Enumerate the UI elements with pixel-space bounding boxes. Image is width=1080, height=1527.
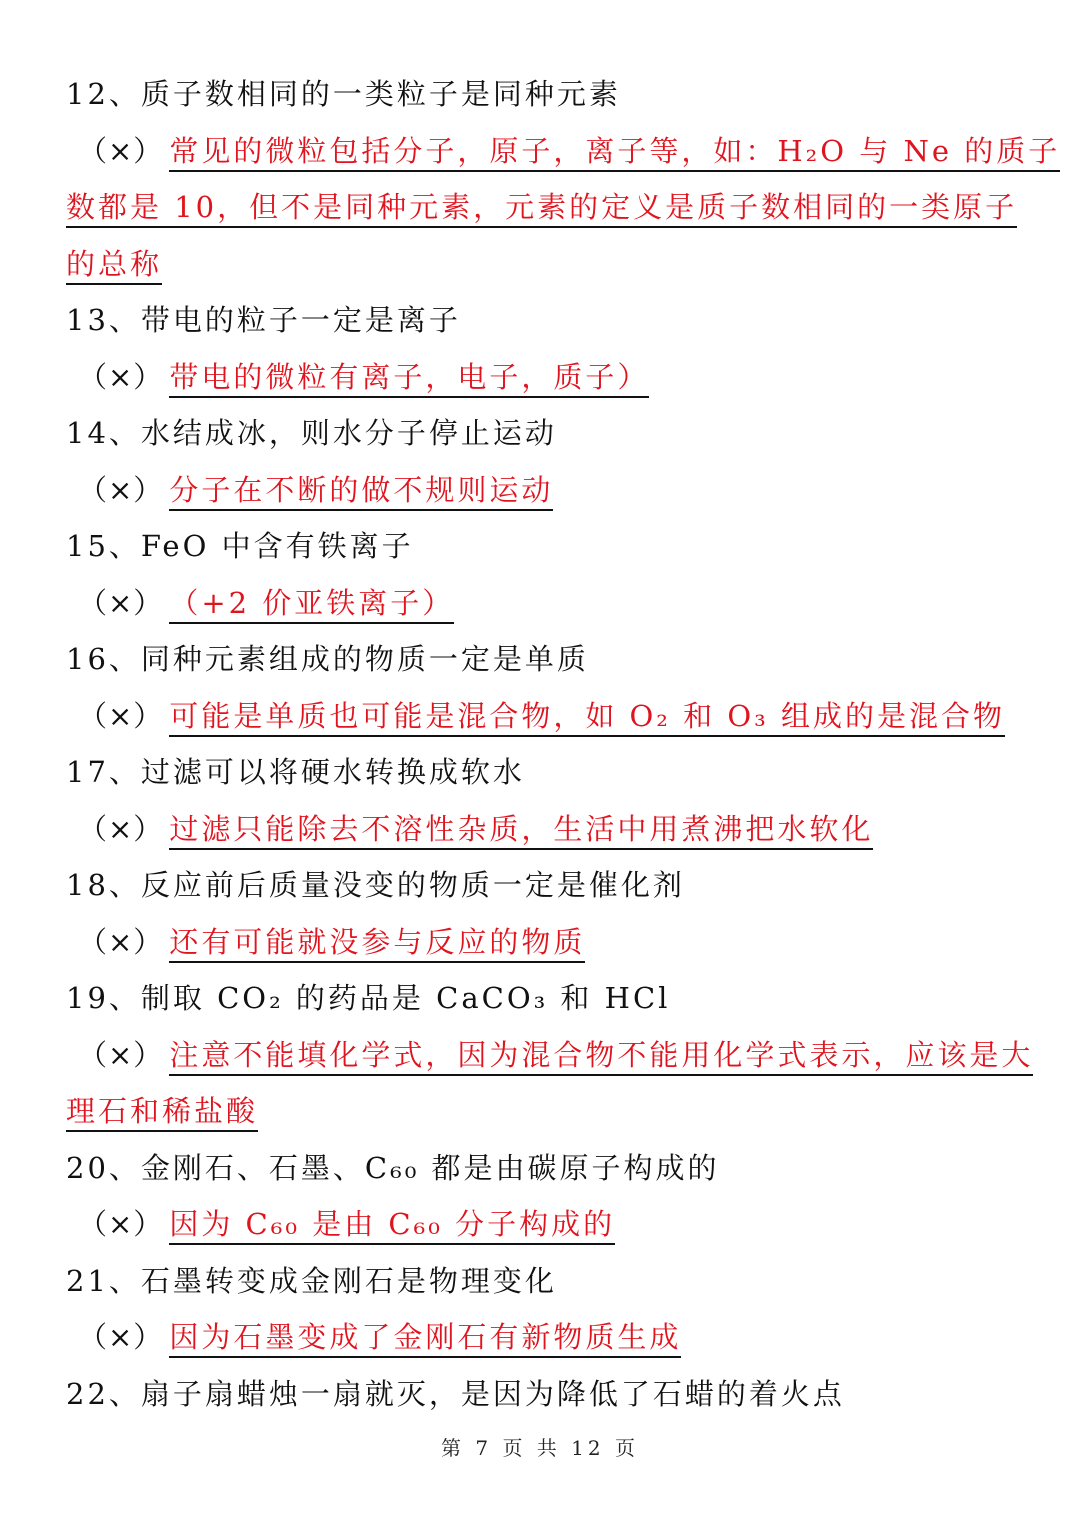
question-line: 16、同种元素组成的物质一定是单质: [66, 642, 589, 676]
answer-explanation: 因为 C₆₀ 是由 C₆₀ 分子构成的: [169, 1207, 615, 1245]
answer-explanation: 还有可能就没参与反应的物质: [169, 925, 585, 963]
answer-line: [78, 1204, 1040, 1244]
answer-explanation: 过滤只能除去不溶性杂质，生活中用煮沸把水软化: [169, 812, 873, 850]
wrong-mark: （×）: [78, 1037, 164, 1072]
answer-explanation: 注意不能填化学式，因为混合物不能用化学式表示，应该是大: [169, 1038, 1033, 1076]
answer-line: [78, 470, 1040, 510]
answer-explanation: 常见的微粒包括分子，原子，离子等，如：H₂O 与 Ne 的质子: [169, 134, 1060, 172]
answer-explanation: 带电的微粒有离子，电子，质子）: [169, 360, 649, 398]
wrong-mark: （×）: [78, 698, 164, 733]
wrong-mark: （×）: [78, 133, 164, 168]
answer-explanation: 分子在不断的做不规则运动: [169, 473, 553, 511]
page-footer: 第 7 页 共 12 页: [441, 1436, 639, 1460]
answer-explanation: 的总称: [66, 247, 162, 285]
answer-line: [78, 922, 1040, 962]
answer-line: [78, 1317, 1040, 1357]
question-line: 15、FeO 中含有铁离子: [66, 529, 414, 563]
answer-explanation: （+2 价亚铁离子）: [169, 586, 454, 624]
answer-explanation: 因为石墨变成了金刚石有新物质生成: [169, 1320, 681, 1358]
question-line: 21、石墨转变成金刚石是物理变化: [66, 1263, 557, 1298]
answer-continuation-line: [66, 244, 1040, 284]
answer-line: [78, 696, 1040, 736]
question-line: 12、质子数相同的一类粒子是同种元素: [66, 77, 621, 111]
wrong-mark: （×）: [78, 585, 164, 620]
answer-line: [78, 131, 1061, 171]
question-line: 17、过滤可以将硬水转换成软水: [66, 755, 525, 789]
answer-explanation: 数都是 10，但不是同种元素，元素的定义是质子数相同的一类原子: [66, 190, 1017, 228]
question-line: 13、带电的粒子一定是离子: [66, 303, 461, 337]
answer-explanation: 可能是单质也可能是混合物，如 O₂ 和 O₃ 组成的是混合物: [169, 699, 1005, 737]
question-line: 19、制取 CO₂ 的药品是 CaCO₃ 和 HCl: [66, 981, 671, 1015]
wrong-mark: （×）: [78, 811, 164, 846]
answer-line: [78, 1035, 1040, 1075]
wrong-mark: （×）: [78, 1207, 164, 1241]
question-line: 18、反应前后质量没变的物质一定是催化剂: [66, 868, 685, 902]
wrong-mark: （×）: [78, 359, 164, 394]
question-line: 22、扇子扇蜡烛一扇就灭，是因为降低了石蜡的着火点: [66, 1376, 845, 1411]
answer-line: [78, 583, 1040, 623]
question-line: 14、水结成冰，则水分子停止运动: [66, 416, 557, 450]
wrong-mark: （×）: [78, 924, 164, 959]
answer-continuation-line: [66, 187, 1040, 227]
question-line: 20、金刚石、石墨、C₆₀ 都是由碳原子构成的: [66, 1150, 720, 1185]
wrong-mark: （×）: [78, 472, 164, 507]
wrong-mark: （×）: [78, 1320, 164, 1354]
answer-line: [78, 809, 1040, 849]
answer-explanation: 理石和稀盐酸: [66, 1094, 258, 1132]
answer-line: [78, 357, 1040, 397]
answer-continuation-line: [66, 1091, 1040, 1131]
